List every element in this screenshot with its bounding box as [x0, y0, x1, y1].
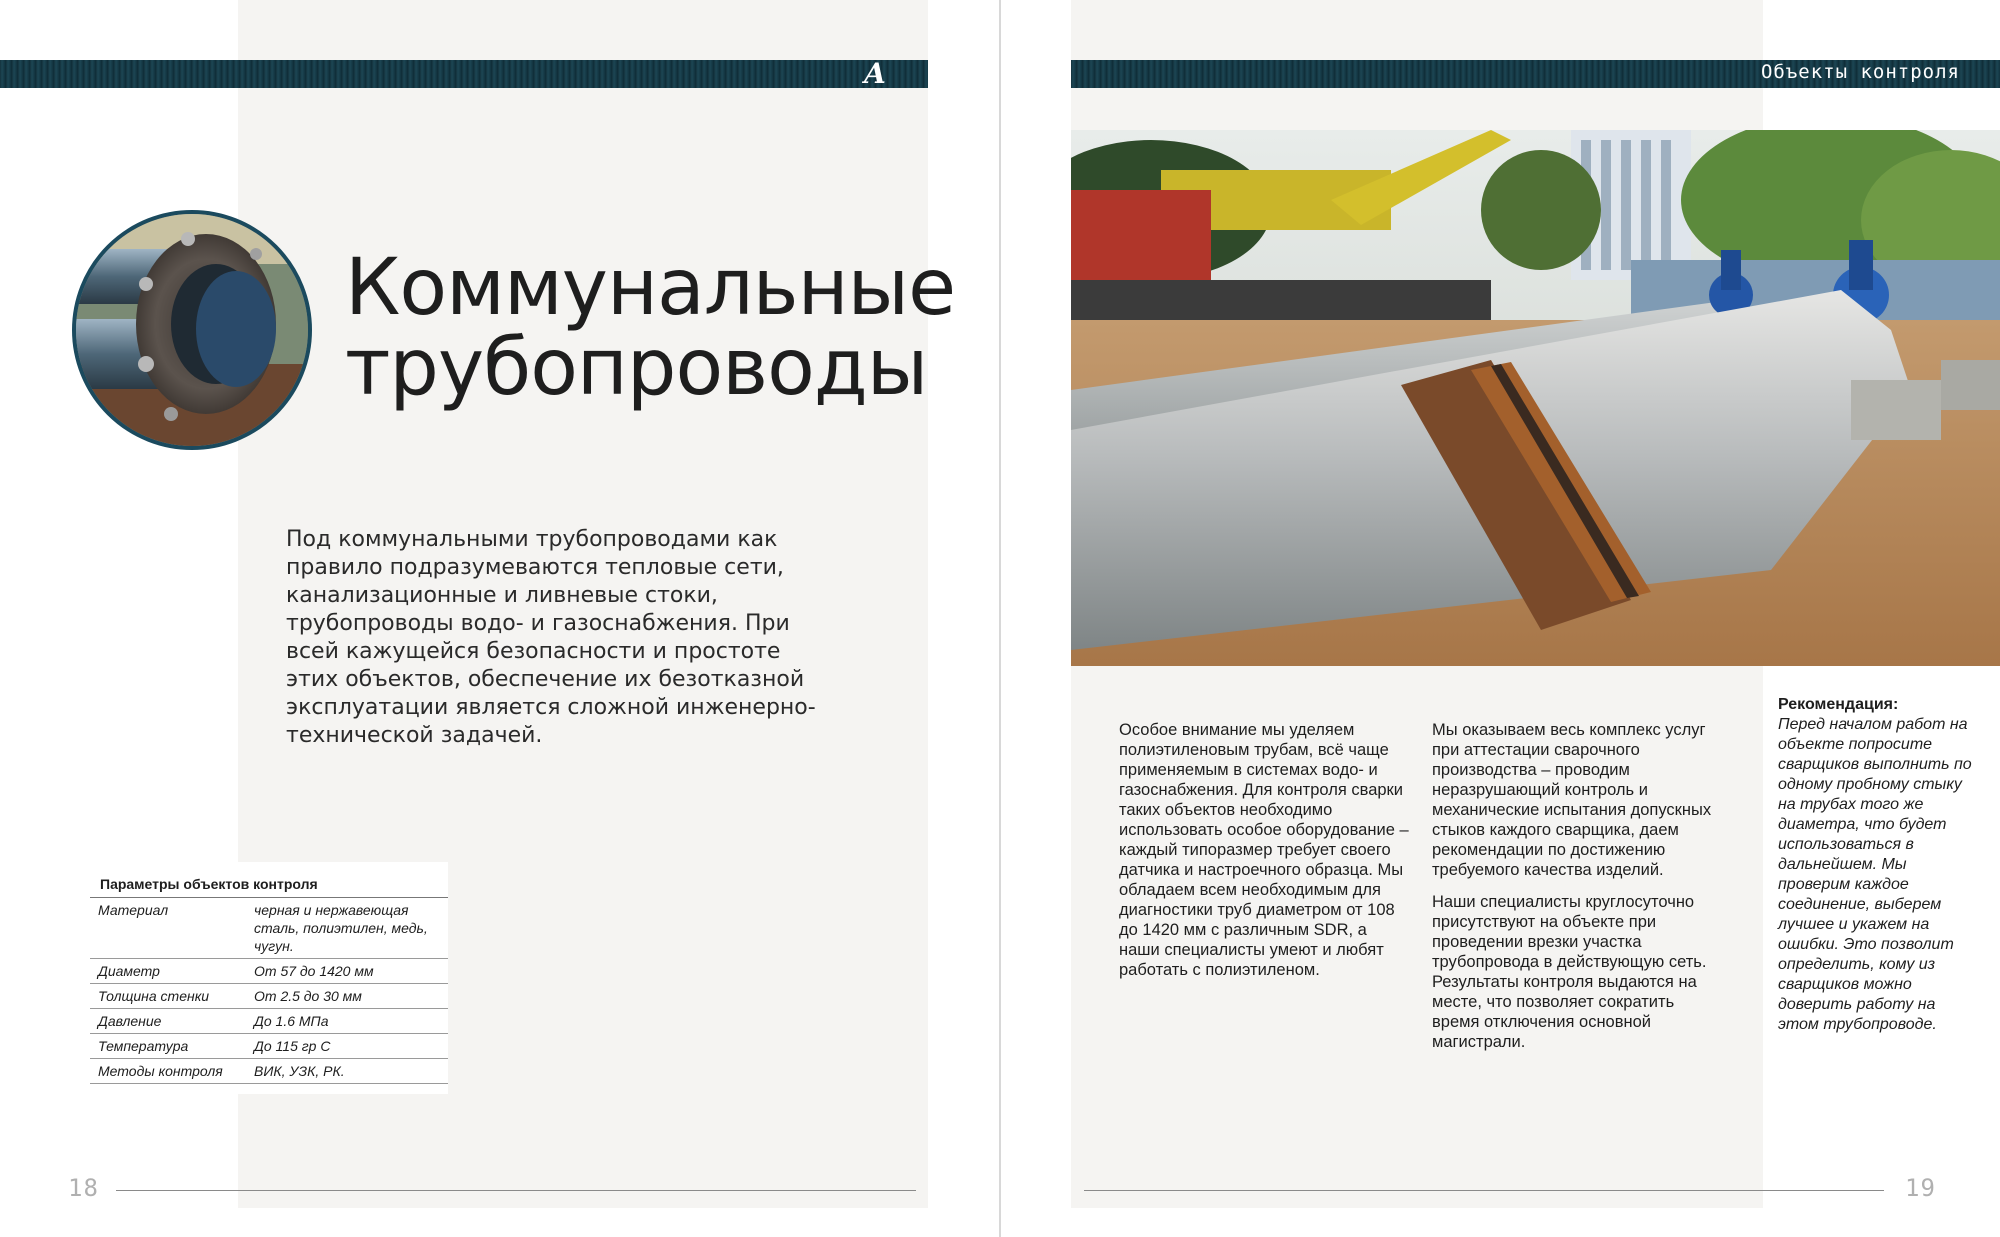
pipeline-illustration [1071, 130, 2000, 666]
text-column-2 [1432, 720, 1712, 1064]
params-table [90, 862, 448, 1094]
page-number-left: 18 [68, 1174, 99, 1202]
param-key: Методы контроля [98, 1063, 223, 1079]
table-row [90, 984, 448, 1009]
param-value: До 115 гр С [254, 1038, 331, 1054]
footer-rule-left [116, 1190, 916, 1191]
flange-photo [72, 210, 312, 450]
param-key: Диаметр [98, 963, 160, 979]
column-1-paragraph: Особое внимание мы уделяем полиэтиленовым трубам, всё чаще применяемым в системах водо- и газоснабжения. Для контроля сварки таких объектов необходимо использовать особое оборудование – каждый типоразмер требует своего датчика и настроечного образца. Мы обладаем всем необходимым для диагностики труб диаметром от 108 до 1420 мм с различным SDR, а наши специалисты умеют и любят работать с полиэтиленом. [1119, 721, 1409, 979]
param-key: Температура [98, 1038, 189, 1054]
page-number-right: 19 [1905, 1174, 1936, 1202]
recommendation-title: Рекомендация: [1778, 696, 1899, 713]
footer-rule-right [1084, 1190, 1884, 1191]
table-row [90, 898, 448, 959]
section-label: Объекты контроля [1760, 61, 1960, 83]
text-column-1 [1119, 720, 1409, 992]
logo-a-icon: A [864, 57, 886, 90]
title-line-2: трубопроводы [345, 323, 928, 413]
param-value: черная и нержавеющая сталь, полиэтилен, медь, чугун. [254, 902, 428, 954]
page-spine [999, 0, 1001, 1237]
page-title [345, 243, 956, 413]
param-key: Материал [98, 902, 169, 918]
param-value: ВИК, УЗК, РК. [254, 1063, 345, 1079]
params-title: Параметры объектов контроля [90, 870, 448, 898]
column-2-paragraph-2: Наши специалисты круглосуточно присутствуют на объекте при проведении врезки участка трубопровода в действующую сеть. Результаты контроля выдаются на месте, что позволяет сократить время отключения основной магистрали. [1432, 893, 1707, 1051]
param-value: До 1.6 МПа [254, 1013, 329, 1029]
flange-illustration [76, 214, 312, 450]
table-row [90, 1059, 448, 1084]
column-2-paragraph-1: Мы оказываем весь комплекс услуг при аттестации сварочного производства – проводим неразрушающий контроль и механические испытания допускных стыков каждого сварщика, даем рекомендации по достижению требуемого качества изделий. [1432, 721, 1712, 879]
table-row [90, 1034, 448, 1059]
param-key: Давление [98, 1013, 162, 1029]
title-line-1: Коммунальные [345, 243, 956, 333]
left-header-band [0, 57, 928, 90]
param-value: От 2.5 до 30 мм [254, 988, 362, 1004]
pipeline-photo [1071, 130, 2000, 666]
intro-paragraph: Под коммунальными трубопроводами как правило подразумеваются тепловые сети, канализационные и ливневые стоки, трубопроводы водо- и газоснабжения. При всей кажущейся безопасности и простоте этих объектов, обеспечение их безотказной эксплуатации является сложной инженерно-технической задачей. [286, 527, 816, 748]
param-value: От 57 до 1420 мм [254, 963, 374, 979]
table-row [90, 1009, 448, 1034]
recommendation-box [1778, 695, 1978, 1035]
recommendation-body: Перед началом работ на объекте попросите сварщиков выполнить по одному пробному стыку на трубах того же диаметра, что будет использоваться в дальнейшем. Мы проверим каждое соединение, выберем лучшее и укажем на ошибки. Это позволит определить, кому из сварщиков можно доверить работу на этом трубопроводе. [1778, 716, 1972, 1033]
table-row [90, 959, 448, 984]
param-key: Толщина стенки [98, 988, 210, 1004]
